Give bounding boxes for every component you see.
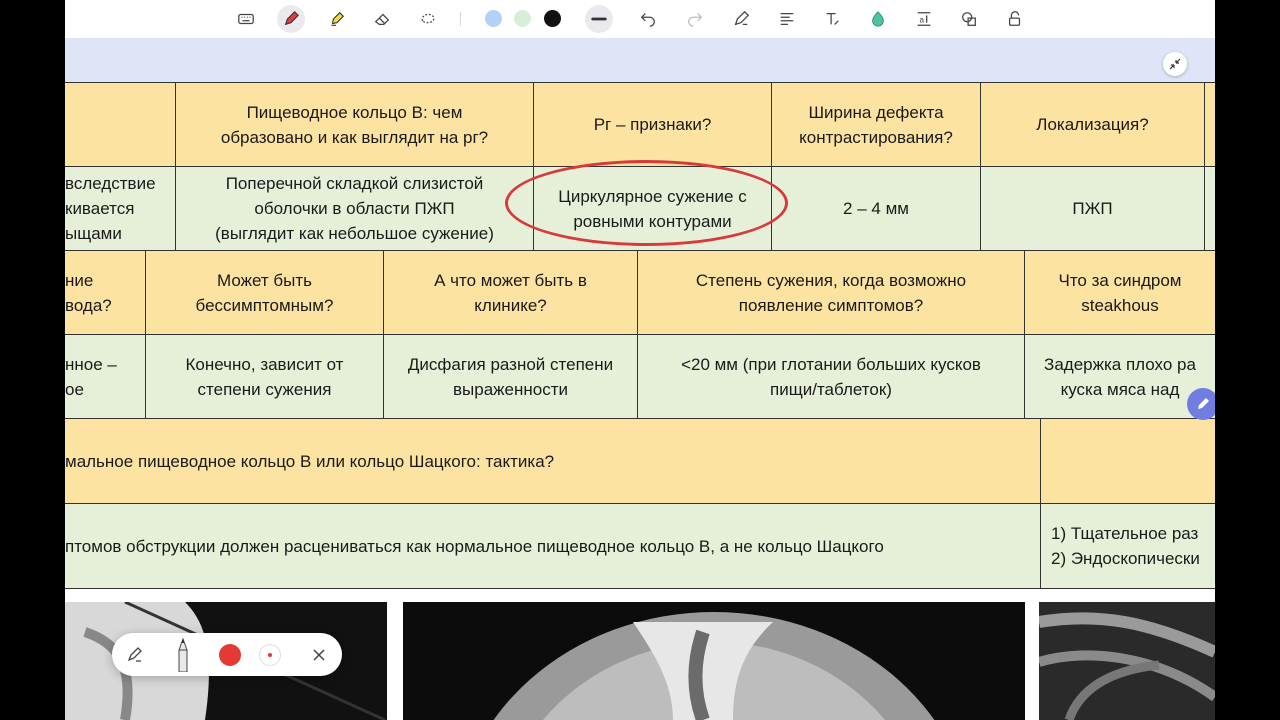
table-question-cell: мальное пищеводное кольцо В или кольцо Шацкого: тактика? <box>65 419 1041 504</box>
table-header-cell <box>65 82 176 167</box>
lock-icon[interactable] <box>1001 5 1029 33</box>
table-cell: 2 – 4 мм <box>772 167 981 251</box>
color-black-swatch[interactable] <box>544 10 561 27</box>
table-header-cell: Степень сужения, когда возможно появление симптомов? <box>638 251 1025 335</box>
table-cell <box>1205 167 1215 251</box>
eraser-icon[interactable] <box>368 5 396 33</box>
shapes-icon[interactable] <box>955 5 983 33</box>
table-header-cell: Что за синдром steakhous <box>1025 251 1215 335</box>
text-format-icon[interactable] <box>773 5 801 33</box>
table-header-cell: ние вода? <box>65 251 146 335</box>
pen-palette <box>112 633 342 676</box>
note-table <box>65 82 1215 590</box>
xray-image[interactable] <box>1039 602 1215 720</box>
stroke-width-icon[interactable] <box>585 5 613 33</box>
pen-settings-icon[interactable] <box>727 5 755 33</box>
floating-pen-icon[interactable] <box>1187 388 1215 420</box>
table-header-cell: Может быть бессимптомным? <box>146 251 384 335</box>
drawing-toolbar <box>65 0 1215 38</box>
text-icon[interactable] <box>818 5 846 33</box>
table-cell: Задержка плохо ра куска мяса над <box>1025 335 1215 419</box>
undo-icon[interactable] <box>634 5 662 33</box>
close-icon[interactable] <box>304 633 334 676</box>
lasso-icon[interactable] <box>414 5 442 33</box>
pen-icon[interactable] <box>277 5 305 33</box>
svg-text:a: a <box>919 15 924 25</box>
table-cell: 1) Тщательное раз 2) Эндоскопически <box>1041 504 1215 589</box>
table-cell: Конечно, зависит от степени сужения <box>146 335 384 419</box>
xray-image[interactable] <box>403 602 1025 720</box>
table-header-cell <box>1205 82 1215 167</box>
table-header-cell: Локализация? <box>981 82 1205 167</box>
table-answer-cell: птомов обструкции должен расцениваться как нормальное пищеводное кольцо В, а не кольцо Шацкого <box>65 504 1041 589</box>
shape-fill-icon[interactable] <box>864 5 892 33</box>
color-blue-swatch[interactable] <box>485 10 502 27</box>
table-cell: нное – ое <box>65 335 146 419</box>
highlighter-icon[interactable] <box>323 5 351 33</box>
table-header-cell: А что может быть в клинике? <box>384 251 638 335</box>
dot-size-icon[interactable] <box>255 633 285 676</box>
table-header-cell: Рг – признаки? <box>534 82 772 167</box>
redo-icon[interactable] <box>681 5 709 33</box>
pencil-tip-icon[interactable] <box>168 633 198 676</box>
color-red-swatch[interactable] <box>215 633 245 676</box>
table-cell: Циркулярное сужение с ровными контурами <box>534 167 772 251</box>
table-header-cell: Пищеводное кольцо В: чем образовано и как выглядит на рг? <box>175 82 534 167</box>
collapse-icon[interactable] <box>1163 52 1187 76</box>
color-green-swatch[interactable] <box>514 10 531 27</box>
pen-style-icon[interactable] <box>120 633 150 676</box>
table-cell: ПЖП <box>981 167 1205 251</box>
note-canvas <box>65 0 1215 720</box>
page-banner <box>65 38 1215 82</box>
table-cell: вследствие кивается ыщами <box>65 167 176 251</box>
table-cell: <20 мм (при глотании больших кусков пищи/таблеток) <box>638 335 1025 419</box>
table-cell: Дисфагия разной степени выраженности <box>384 335 638 419</box>
keyboard-icon[interactable] <box>232 5 260 33</box>
table-cell: Поперечной складкой слизистой оболочки в области ПЖП (выглядит как небольшое сужение) <box>175 167 534 251</box>
table-header-cell <box>1041 419 1215 504</box>
table-header-cell: Ширина дефекта контрастирования? <box>772 82 981 167</box>
text-box-icon[interactable] <box>910 5 938 33</box>
